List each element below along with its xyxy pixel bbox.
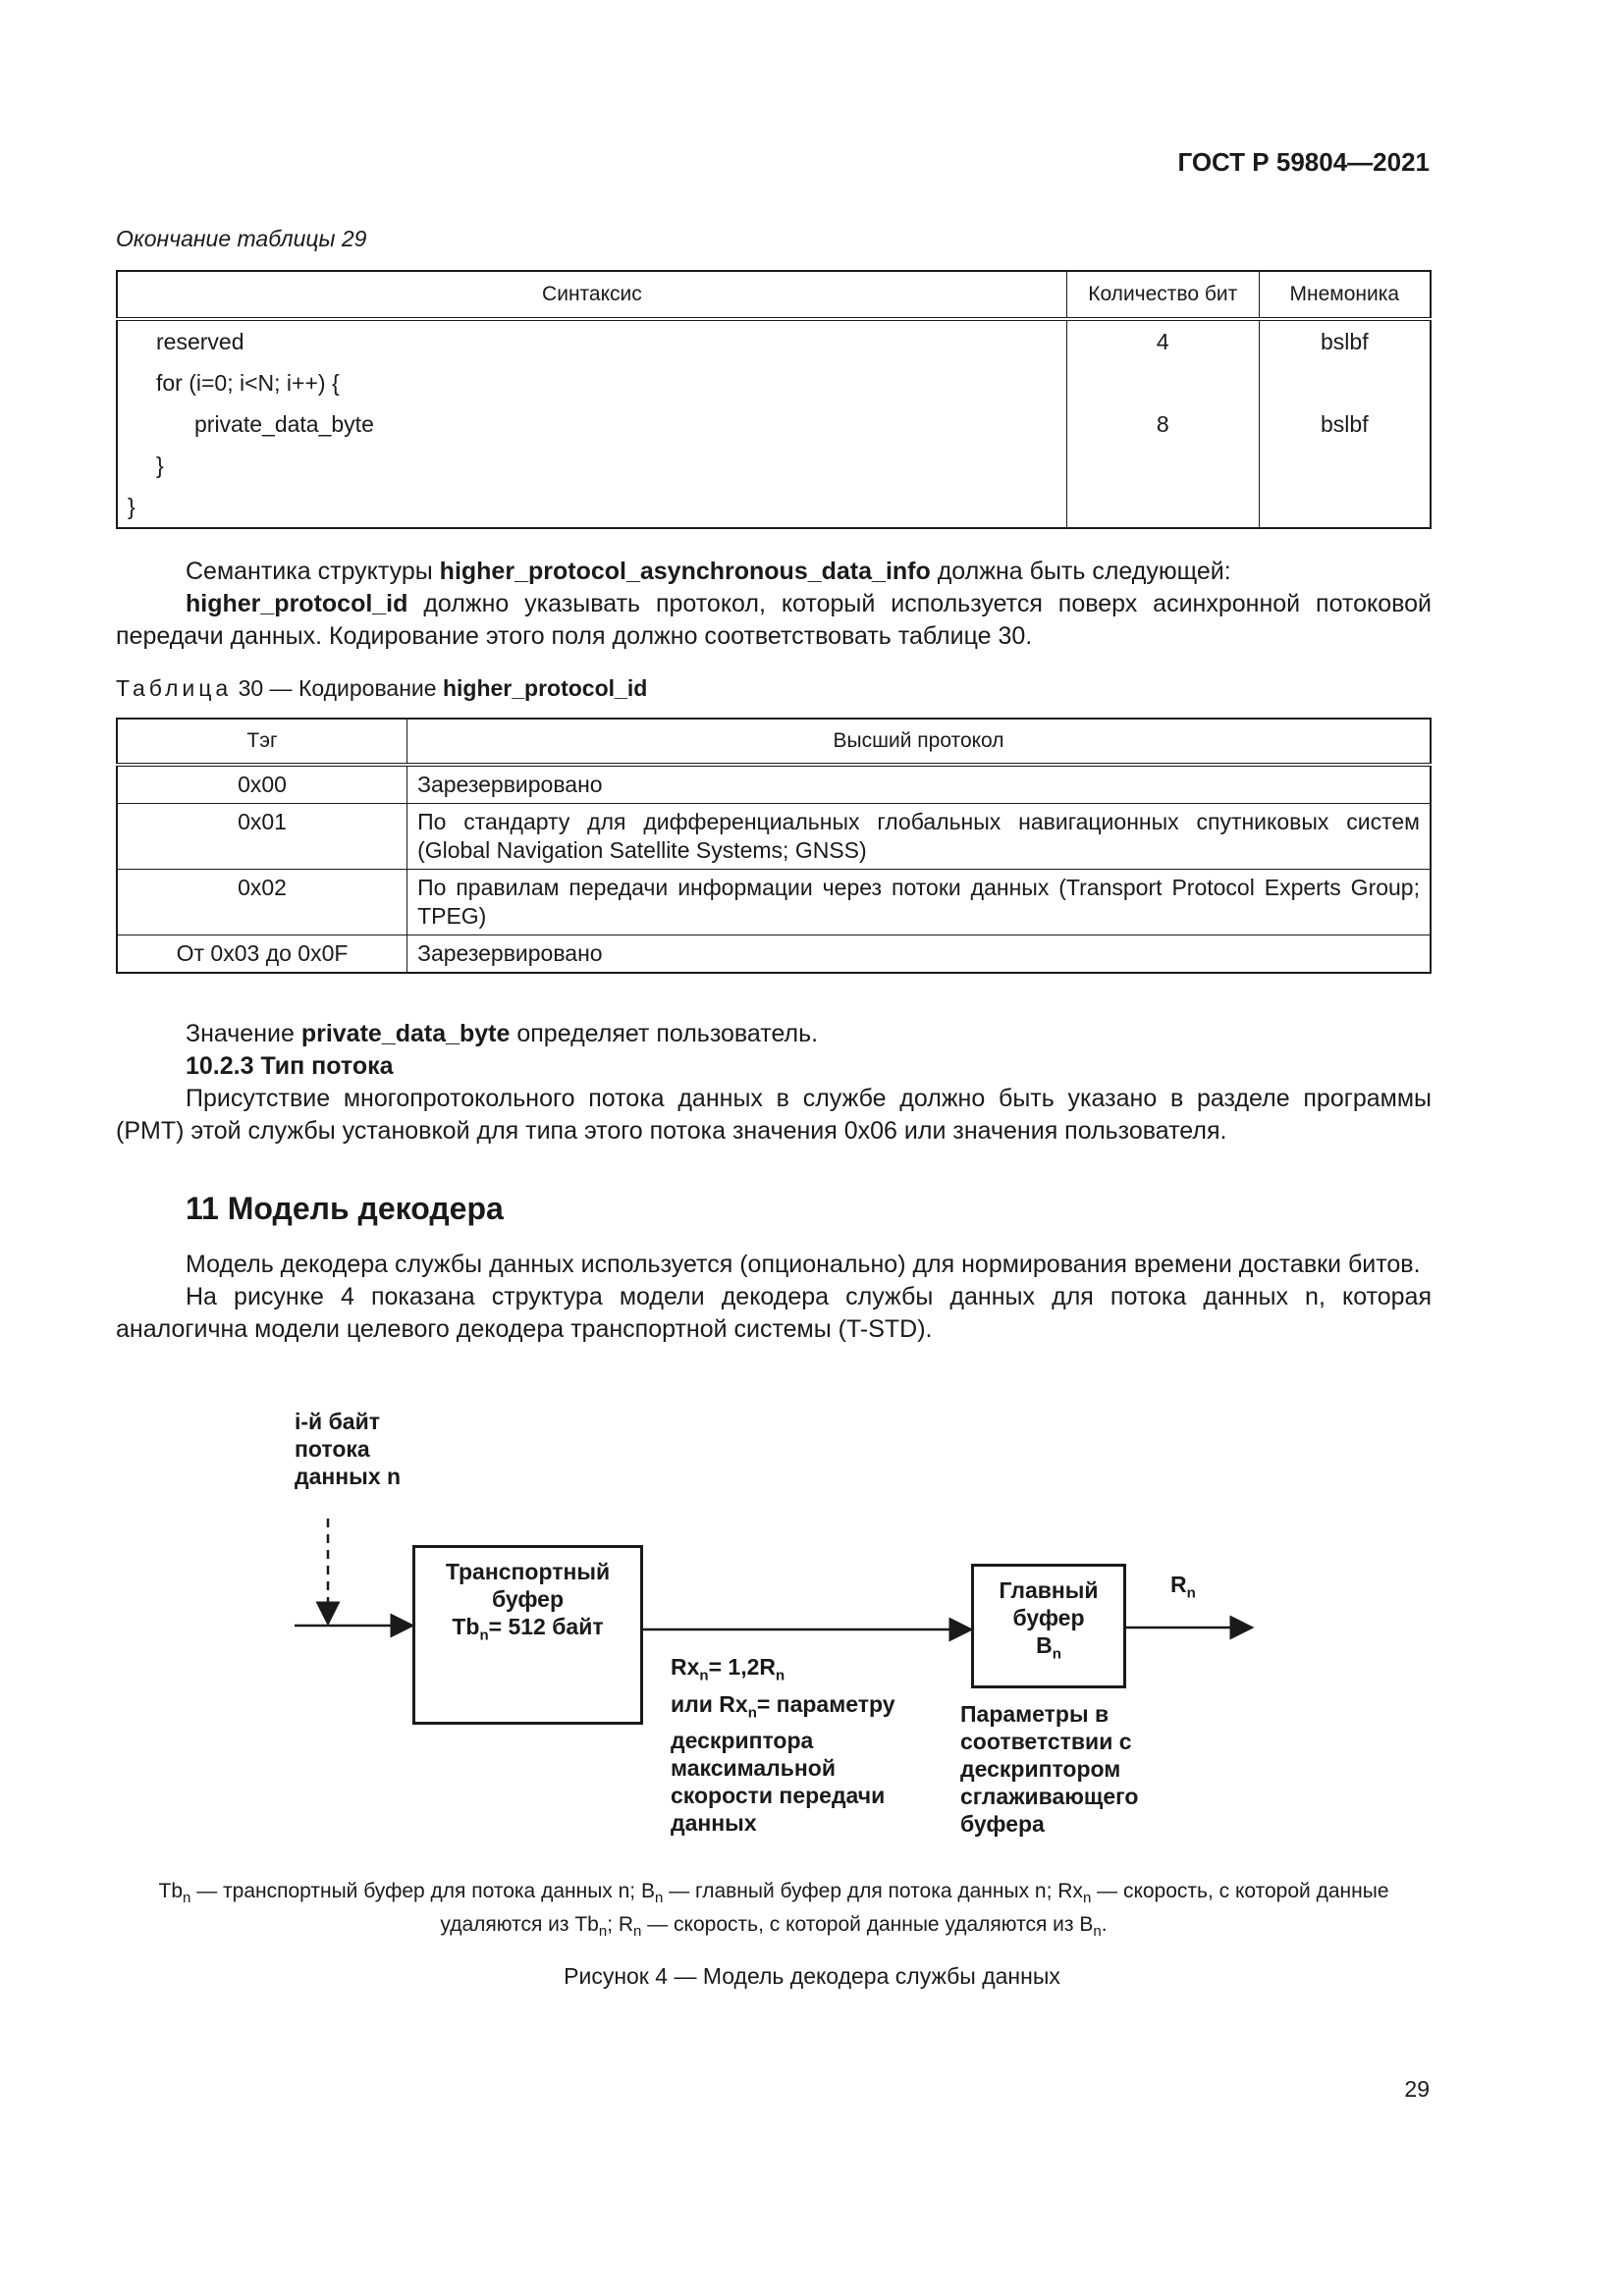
subsection-heading: 10.2.3 Тип потока xyxy=(186,1052,394,1080)
syntax-cell: reserved xyxy=(117,319,1066,362)
column-header-protocol: Высший протокол xyxy=(407,719,1431,765)
private-data-byte-note: Значение private_data_byte определяет пользователь. xyxy=(186,1020,819,1047)
main-buffer-box: Главный буфер $B_n$ xyxy=(971,1564,1126,1688)
figure-legend: $Tb_n$ — транспортный буфер для потока данных n; $B_n$ — главный буфер для потока данных n; $Rx_n$ — скорость, с которой данные удаляются из $Tb_n$; $R_n$ — скорость, с которой данные удаляются из $B_n$. xyxy=(158,1880,1389,1941)
syntax-cell: } xyxy=(117,445,1066,486)
higher-protocol-id-description: higher_protocol_id должно указывать протокол, который используется поверх асинхронной потоковой передачи данных. Кодирование этого поля должно соответствовать таблице 30. xyxy=(116,590,1432,650)
protocol-cell: По стандарту для дифференциальных глобальных навигационных спутниковых систем (Global Navigation Satellite Systems; GNSS) xyxy=(407,804,1431,870)
syntax-cell: } xyxy=(117,486,1066,528)
tag-cell: 0x01 xyxy=(117,804,407,870)
figure-reference-paragraph: На рисунке 4 показана структура модели декодера службы данных для потока данных n, которая аналогична модели целевого декодера транспортной системы (T-STD). xyxy=(116,1283,1432,1343)
bits-cell: 4 xyxy=(1066,319,1259,362)
page-number: 29 xyxy=(1404,2076,1430,2102)
bits-cell: 8 xyxy=(1066,403,1259,445)
input-stream-label: i-й байт потока данных n xyxy=(295,1409,402,1489)
transport-buffer-box: Транспортный буфер $Tb_n= 512$ байт xyxy=(412,1545,643,1725)
mnemonic-cell: bslbf xyxy=(1259,403,1431,445)
section-title: 11 Модель декодера xyxy=(186,1191,504,1226)
protocol-cell: По правилам передачи информации через потоки данных (Transport Protocol Experts Group; TPEG) xyxy=(407,870,1431,935)
tag-cell: 0x02 xyxy=(117,870,407,935)
syntax-cell: private_data_byte xyxy=(117,403,1066,445)
protocol-cell: Зарезервировано xyxy=(407,765,1431,804)
column-header-bits: Количество бит xyxy=(1066,271,1259,319)
tag-cell: 0x00 xyxy=(117,765,407,804)
main-buffer-params-label: Параметры в соответствии с дескриптором сглаживающего буфера xyxy=(960,1701,1139,1837)
output-rate-label: $R_n$ xyxy=(1170,1572,1196,1602)
mnemonic-cell: bslbf xyxy=(1259,319,1431,362)
stream-type-paragraph: Присутствие многопротокольного потока данных в службе должно быть указано в разделе программы (PMT) этой службы установкой для типа этого потока значения 0x06 или значения пользователя. xyxy=(116,1085,1432,1145)
syntax-cell: for (i=0; i<N; i++) { xyxy=(117,362,1066,403)
standard-number: ГОСТ Р 59804—2021 xyxy=(1177,147,1430,177)
semantics-intro: Семантика структуры higher_protocol_asynchronous_data_info должна быть следующей: xyxy=(186,558,1231,585)
column-header-mnemonic: Мнемоника xyxy=(1259,271,1431,319)
column-header-tag: Тэг xyxy=(117,719,407,765)
table-30-caption: Таблица 30 — Кодирование higher_protocol_id xyxy=(116,675,648,701)
figure-caption: Рисунок 4 — Модель декодера службы данных xyxy=(564,1963,1060,1989)
decoder-model-paragraph: Модель декодера службы данных используется (опционально) для нормирования времени доставки битов. xyxy=(186,1251,1421,1278)
column-header-syntax: Синтаксис xyxy=(117,271,1066,319)
rx-rate-label: $Rx_n= 1,2R_n$ или $Rx_n=$ параметру дескриптора максимальной скорости передачи данных xyxy=(671,1654,895,1837)
tag-cell: От 0x03 до 0x0F xyxy=(117,935,407,974)
protocol-cell: Зарезервировано xyxy=(407,935,1431,974)
table-continuation-caption: Окончание таблицы 29 xyxy=(116,226,367,251)
